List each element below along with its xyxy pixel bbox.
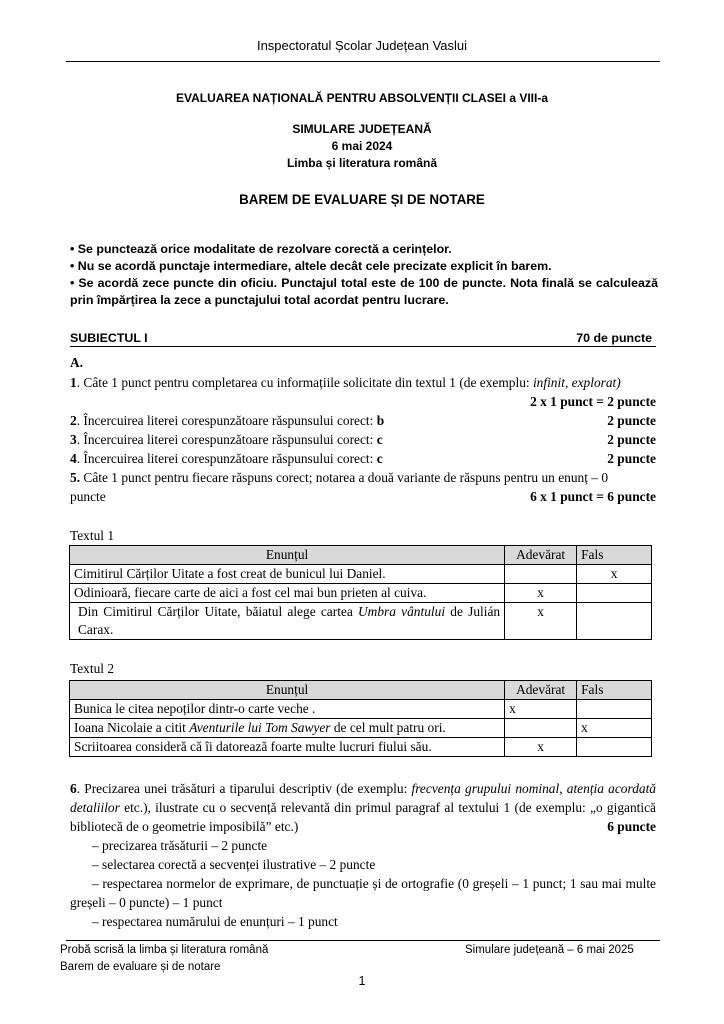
statement-cell bbox=[70, 719, 505, 738]
item-answer: c bbox=[376, 451, 383, 466]
true-cell bbox=[505, 719, 577, 738]
section-name: SUBIECTUL I bbox=[70, 331, 148, 345]
item-text: . Încercuirea literei corespunzătoare răspunsului corect: bbox=[76, 451, 377, 466]
column-header: Adevărat bbox=[505, 681, 577, 700]
table-1-label: Textul 1 bbox=[70, 528, 115, 543]
item-1-score-row bbox=[70, 392, 656, 411]
false-cell bbox=[577, 700, 652, 719]
false-cell bbox=[577, 603, 652, 640]
statement-cell: Bunica le citea nepoților dintr-o carte veche . bbox=[70, 700, 505, 719]
table-row bbox=[70, 700, 652, 719]
true-cell: x bbox=[505, 700, 577, 719]
true-false-table-1 bbox=[69, 545, 652, 640]
false-cell: x bbox=[577, 565, 652, 584]
table-row bbox=[70, 719, 652, 738]
column-header: Adevărat bbox=[505, 546, 577, 565]
simulation-title: SIMULARE JUDEȚEANĂ bbox=[292, 122, 432, 136]
book-title: Umbra vântului bbox=[358, 604, 446, 619]
column-header: Enunțul bbox=[70, 546, 505, 565]
section-points: 70 de puncte bbox=[576, 331, 652, 345]
item-number: 6 bbox=[70, 781, 77, 796]
item-text: . Câte 1 punct pentru completarea cu informațiile solicitate din textul 1 (de exemplu: bbox=[76, 375, 533, 390]
item-answer: b bbox=[376, 413, 385, 428]
true-cell bbox=[505, 565, 577, 584]
criterion-item: – selectarea corectă a secvenței ilustrative – 2 puncte bbox=[92, 857, 376, 872]
footer-left-line-1: Probă scrisă la limba și literatura română bbox=[60, 944, 269, 956]
rule-item: • Se punctează orice modalitate de rezolvare corectă a cerințelor. bbox=[70, 242, 452, 256]
table-row bbox=[70, 584, 652, 603]
table-header-row bbox=[70, 681, 652, 700]
item-4 bbox=[70, 449, 656, 468]
true-cell: x bbox=[505, 603, 577, 640]
false-cell bbox=[577, 738, 652, 757]
general-rules bbox=[70, 241, 658, 309]
item-example: infinit, explorat) bbox=[532, 375, 621, 390]
column-header: Enunțul bbox=[70, 681, 505, 700]
statement-cell bbox=[70, 603, 505, 640]
barem-title: BAREM DE EVALUARE ȘI DE NOTARE bbox=[239, 192, 485, 207]
table-row bbox=[70, 738, 652, 757]
statement-cell: Scriitoarea consideră că îi datorează foarte multe lucruri fiului său. bbox=[70, 738, 505, 757]
item-text: puncte bbox=[70, 489, 106, 504]
true-cell: x bbox=[505, 584, 577, 603]
false-cell: x bbox=[577, 719, 652, 738]
section-heading bbox=[70, 331, 656, 347]
column-header: Fals bbox=[577, 546, 652, 565]
table-row bbox=[70, 603, 652, 640]
statement-text: de Julián Carax. bbox=[78, 604, 501, 637]
item-score: 6 x 1 punct = 6 puncte bbox=[530, 489, 656, 504]
item-2 bbox=[70, 411, 656, 430]
statement-cell: Cimitirul Cărților Uitate a fost creat de bunicul lui Daniel. bbox=[70, 565, 505, 584]
item-number: 2 bbox=[70, 413, 77, 428]
item-1 bbox=[70, 373, 656, 392]
exam-title: EVALUAREA NAȚIONALĂ PENTRU ABSOLVENȚII CLASEI a VIII-a bbox=[175, 91, 549, 105]
item-number: 4 bbox=[70, 451, 77, 466]
table-header-row bbox=[70, 546, 652, 565]
statement-text: de cel mult patru ori. bbox=[330, 720, 446, 735]
item-score: 2 puncte bbox=[607, 413, 656, 428]
page-number: 1 bbox=[358, 974, 366, 988]
item-text: etc.), ilustrate cu o secvență relevantă din primul paragraf al textului 1 (de exemplu: „o gigantică bibliotecă de o geometrie imposibilă” etc.) bbox=[70, 800, 656, 834]
true-cell: x bbox=[505, 738, 577, 757]
item-score: 6 puncte bbox=[607, 819, 656, 834]
rule-item: • Nu se acordă punctaje intermediare, altele decât cele precizate explicit în barem. bbox=[70, 259, 552, 273]
item-score: 2 puncte bbox=[607, 432, 656, 447]
item-score: 2 puncte bbox=[607, 451, 656, 466]
item-answer: c bbox=[376, 432, 383, 447]
item-number: 5. bbox=[70, 470, 81, 485]
table-2-label: Textul 2 bbox=[70, 661, 115, 676]
item-3 bbox=[70, 430, 656, 449]
criterion-item: – precizarea trăsăturii – 2 puncte bbox=[92, 838, 268, 853]
part-label: A. bbox=[70, 355, 84, 370]
page-header: Inspectoratul Școlar Județean Vaslui bbox=[256, 38, 468, 53]
true-false-table-2 bbox=[69, 680, 652, 757]
footer-left-line-2: Barem de evaluare și de notare bbox=[60, 961, 221, 973]
criterion-item: – respectarea numărului de enunțuri – 1 punct bbox=[92, 914, 338, 929]
item-text: . Precizarea unei trăsături a tiparului descriptiv (de exemplu: bbox=[76, 781, 412, 796]
false-cell bbox=[577, 584, 652, 603]
item-text: . Încercuirea literei corespunzătoare răspunsului corect: bbox=[76, 413, 377, 428]
statement-text: Din Cimitirul Cărților Uitate, băiatul alege cartea bbox=[78, 604, 359, 619]
item-5 bbox=[70, 468, 656, 487]
item-number: 3 bbox=[70, 432, 77, 447]
exam-date: 6 mai 2024 bbox=[331, 139, 393, 153]
item-score: 2 x 1 punct = 2 puncte bbox=[530, 394, 656, 409]
item-text: Câte 1 punct pentru fiecare răspuns corect; notarea a două variante de răspuns pentru un enunț – 0 bbox=[80, 470, 609, 485]
book-title: Aventurile lui Tom Sawyer bbox=[189, 720, 331, 735]
header-divider bbox=[66, 61, 660, 62]
column-header: Fals bbox=[577, 681, 652, 700]
item-number: 1 bbox=[70, 375, 77, 390]
item-5-score-row bbox=[70, 487, 656, 506]
statement-cell: Odinioară, fiecare carte de aici a fost cel mai bun prieten al cuiva. bbox=[70, 584, 505, 603]
exam-subject: Limba și literatura română bbox=[286, 156, 438, 170]
table-row bbox=[70, 565, 652, 584]
footer-divider bbox=[66, 940, 660, 941]
statement-text: Ioana Nicolaie a citit bbox=[74, 720, 190, 735]
rule-item: • Se acordă zece puncte din oficiu. Punctajul total este de 100 de puncte. Nota finală se calculează prin împărțirea la zece a punctajului total acordat pentru lucrare. bbox=[70, 276, 658, 307]
item-6-score-row bbox=[70, 817, 656, 836]
item-example: frecvența grupului nominal, atenția acordată detaliilor bbox=[70, 781, 656, 815]
item-text: . Încercuirea literei corespunzătoare răspunsului corect: bbox=[76, 432, 377, 447]
criterion-item: – respectarea normelor de exprimare, de punctuație și de ortografie (0 greșeli – 1 punct; 1 sau mai multe greșeli – 0 puncte) – 1 punct bbox=[70, 876, 656, 910]
footer-right: Simulare județeană – 6 mai 2025 bbox=[465, 944, 634, 956]
